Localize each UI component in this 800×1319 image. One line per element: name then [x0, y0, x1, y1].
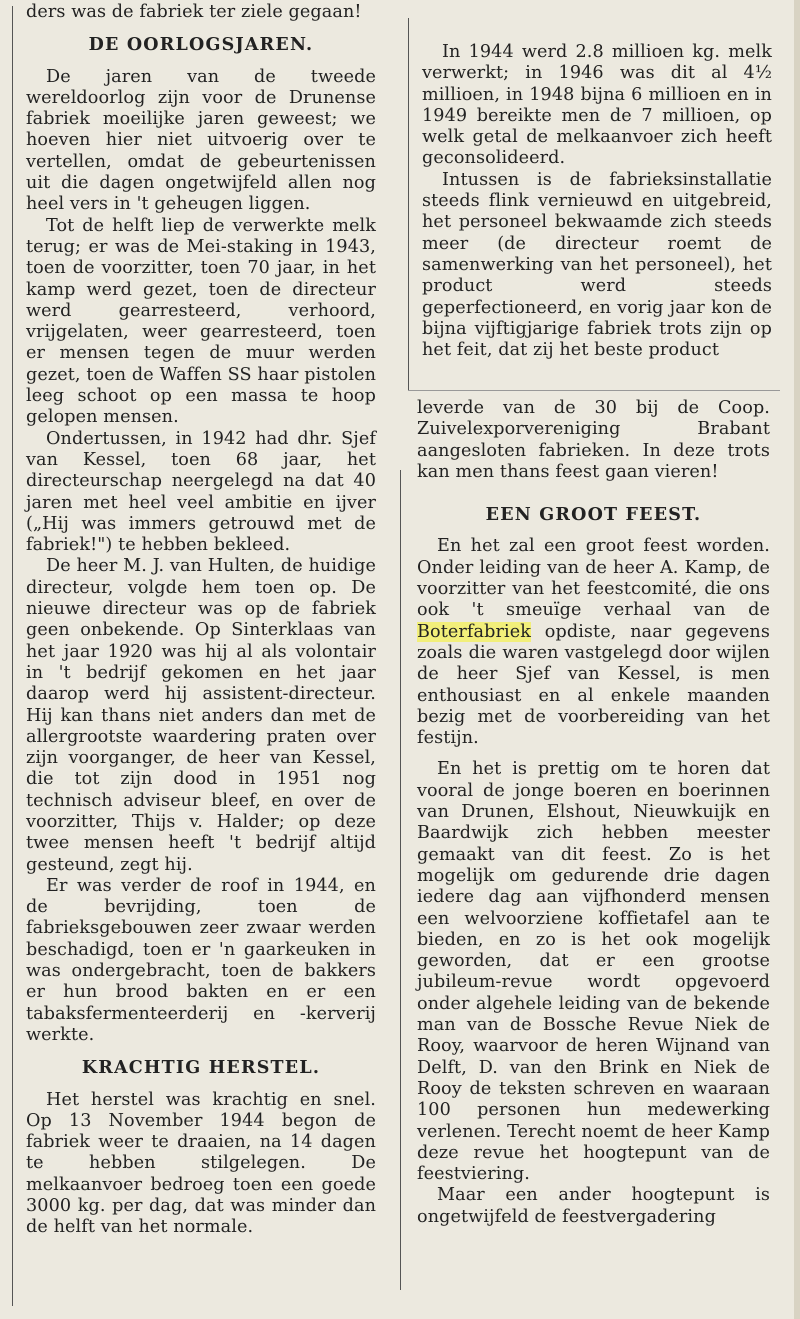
heading-big-feast: EEN GROOT FEEST. — [485, 505, 702, 526]
paragraph — [417, 536, 770, 749]
paragraph: Tot de helft liep de verwerkte melk terug; er was de Mei-staking in 1943, toen de voorzitter, toen 70 jaar, in het kamp werd gezet, toen de directeur werd gearresteerd, verhoord, vrijgelaten, weer gearresteerd, toen er mensen tegen de muur werden gezet, toen de Waffen SS haar pistolen leeg schoot op een massa te hoop gelopen mensen. — [26, 215, 376, 428]
paragraph: Intussen is de fabrieksinstallatie steeds flink vernieuwd en uitgebreid, het personeel bekwaamde zich steeds meer (de directeur roemt de samenwerking van het personeel), het product werd steeds geperfectioneerd, en vorig jaar kon de bijna vijftigjarige fabriek trots zijn op het feit, dat zij het beste product — [422, 169, 772, 361]
paragraph: Er was verder de roof in 1944, en de bevrijding, toen de fabrieksgebouwen zeer zwaar werden beschadigd, toen er 'n gaarkeuken in was ondergebracht, toen de bakkers er hun brood bakten en er een tabaksfermenteerderij en -kerverij werkte. — [26, 875, 376, 1045]
continuation-text: leverde van de 30 bij de Coop. Zuivelexporvereniging Brabant aangesloten fabrieken. In deze trots kan men thans feest gaan vieren! — [417, 398, 770, 482]
paragraph: De heer M. J. van Hulten, de huidige directeur, volgde hem toen op. De nieuwe directeur was op de fabriek geen onbekende. Op Sinterklaas van het jaar 1920 was hij al als volontair in 't bedrijf gekomen en het jaar daarop werd hij assistent-directeur. Hij kan thans niet anders dan met de allergrootste waardering praten over zijn voorganger, de heer van Kessel, die tot zijn dood in 1951 nog technisch adviseur bleef, en over de voorzitter, Thijs v. Halder; op deze twee mensen heeft 't bedrijf altijd gesteund, zegt hij. — [26, 556, 376, 875]
column-divider-top — [408, 18, 409, 390]
column-divider-bottom — [400, 470, 401, 1290]
page-edge — [794, 0, 800, 1319]
paragraph: In 1944 werd 2.8 millioen kg. melk verwerkt; in 1946 was dit al 4½ millioen, in 1948 bijna 6 millioen en in 1949 bereikte men de 7 millioen, op welk getal de melkaanvoer zich heeft geconsolideerd. — [422, 42, 772, 169]
paragraph: Het herstel was krachtig en snel. Op 13 November 1944 begon de fabriek weer te draaien, na 14 dagen te hebben stilgelegen. De melkaanvoer bedroeg toen een goede 3000 kg. per dag, dat was minder dan de helft van het normale. — [26, 1089, 376, 1238]
section-divider — [408, 390, 780, 391]
paragraph: De jaren van de tweede wereldoorlog zijn voor de Drunense fabriek moeilijke jaren geweest; we hoeven hier niet uitvoerig over te vertellen, omdat de gebeurtenissen uit die dagen ongetwijfeld allen nog heel vers in 't geheugen liggen. — [26, 66, 376, 215]
text-run: En het zal een groot feest worden. Onder leiding van de heer A. Kamp, de voorzitter van het feestcomité, die ons ook 't smeuïge verhaal van de — [417, 536, 770, 621]
text-run: opdiste, naar gegevens zoals die waren vastgelegd door wijlen de heer Sjef van Kessel, is men enthousiast en al enkele maanden bezig met de voorbereiding van het festijn. — [417, 621, 770, 749]
paragraph: Ondertussen, in 1942 had dhr. Sjef van Kessel, toen 68 jaar, het directeurschap neergelegd na dat 40 jaren met heel veel ambitie en ijver („Hij was immers getrouwd met de fabriek!") te hebben bekleed. — [26, 428, 376, 556]
lead-in-text: ders was de fabriek ter ziele gegaan! — [26, 2, 362, 22]
left-border-rule — [12, 6, 13, 1306]
highlighted-term: Boterfabriek — [417, 621, 531, 642]
right-column-bottom — [417, 398, 770, 1228]
right-column-top — [422, 42, 772, 361]
heading-recovery: KRACHTIG HERSTEL. — [81, 1058, 321, 1079]
paragraph: En het is prettig om te horen dat vooral de jonge boeren en boerinnen van Drunen, Elshout, Nieuwkuijk en Baardwijk zich hebben meester gemaakt van dit feest. Zo is het mogelijk om gedurende drie dagen iedere dag aan vijfhonderd mensen een welvoorziene koffietafel aan te bieden, en zo is het ook mogelijk geworden, dat er een grootse jubileum-revue wordt opgevoerd onder algehele leiding van de bekende man van de Bossche Revue Niek de Rooy, waarvoor de heren Wijnand van Delft, D. van den Brink en Niek de Rooy de teksten schreven en waaraan 100 personen hun medewerking verlenen. Terecht noemt de heer Kamp deze revue het hoogtepunt van de feestviering. — [417, 759, 770, 1185]
heading-war-years: DE OORLOGSJAREN. — [88, 35, 314, 56]
left-column — [26, 2, 376, 1239]
paragraph: Maar een ander hoogtepunt is ongetwijfeld de feestvergadering — [417, 1185, 770, 1227]
